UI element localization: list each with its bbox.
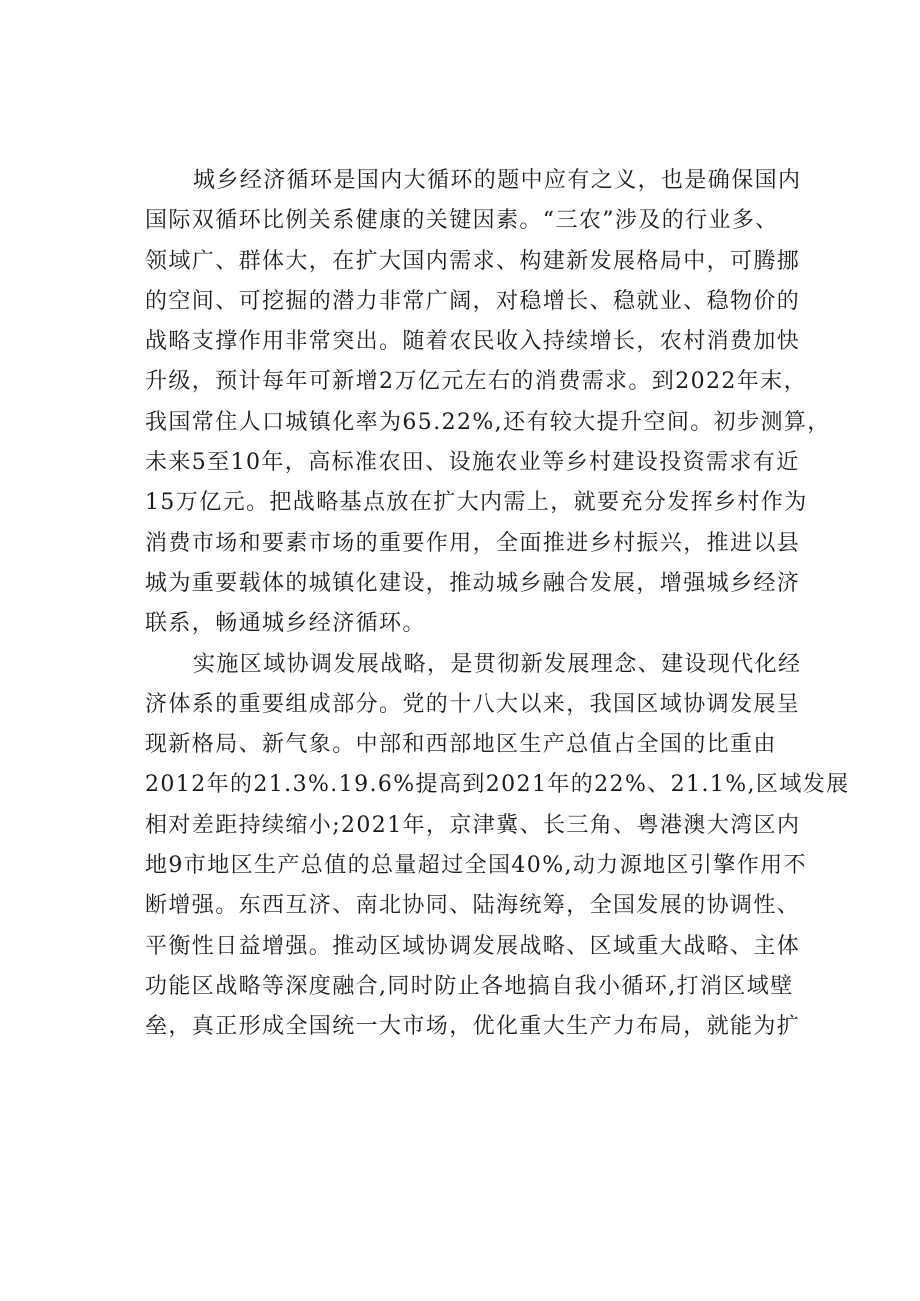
text-line: 城为重要载体的城镇化建设，推动城乡融合发展，增强城乡经济: [145, 570, 801, 596]
text-line: 地9市地区生产总值的总量超过全国40%,动力源地区引擎作用不: [145, 853, 807, 879]
text-line: 联系，畅通城乡经济循环。: [145, 611, 426, 637]
text-line: 我国常住人口城镇化率为65.22%,还有较大提升空间。初步测算，: [145, 409, 831, 435]
text-line: 领域广、群体大，在扩大国内需求、构建新发展格局中，可腾挪: [145, 248, 801, 274]
text-line: 15万亿元。把战略基点放在扩大内需上，就要充分发挥乡村作为: [145, 490, 808, 516]
text-line: 现新格局、新气象。中部和西部地区生产总值占全国的比重由: [145, 732, 777, 758]
text-line: 未来5至10年，高标准农田、设施农业等乡村建设投资需求有近: [145, 450, 800, 476]
body-text: [145, 161, 850, 1048]
paragraph-1: [145, 161, 831, 645]
text-line: 的空间、可挖掘的潜力非常广阔，对稳增长、稳就业、稳物价的: [145, 288, 801, 314]
text-line: 断增强。东西互济、南北协同、陆海统筹，全国发展的协调性、: [145, 893, 801, 919]
text-line: 2012年的21.3%.19.6%提高到2021年的22%、21.1%,区域发展: [145, 772, 850, 798]
paragraph-2: [145, 645, 850, 1048]
text-line: 功能区战略等深度融合,同时防止各地搞自我小循环,打消区域壁: [145, 973, 794, 999]
text-line: 垒，真正形成全国统一大市场，优化重大生产力布局，就能为扩: [145, 1014, 801, 1040]
text-line: 实施区域协调发展战略，是贯彻新发展理念、建设现代化经: [193, 651, 802, 677]
text-line: 战略支撑作用非常突出。随着农民收入持续增长，农村消费加快: [145, 329, 801, 355]
text-line: 济体系的重要组成部分。党的十八大以来，我国区域协调发展呈: [145, 691, 801, 717]
text-line: 相对差距持续缩小;2021年，京津冀、长三角、粤港澳大湾区内: [145, 812, 801, 838]
text-line: 城乡经济循环是国内大循环的题中应有之义，也是确保国内: [193, 168, 802, 193]
text-line: 消费市场和要素市场的重要作用，全面推进乡村振兴，推进以县: [145, 530, 801, 556]
text-line: 平衡性日益增强。推动区域协调发展战略、区域重大战略、主体: [145, 933, 801, 959]
text-line: 国际双循环比例关系健康的关键因素。“三农”涉及的行业多、: [145, 208, 779, 234]
text-line: 升级，预计每年可新增2万亿元左右的消费需求。到2022年末，: [145, 369, 807, 395]
